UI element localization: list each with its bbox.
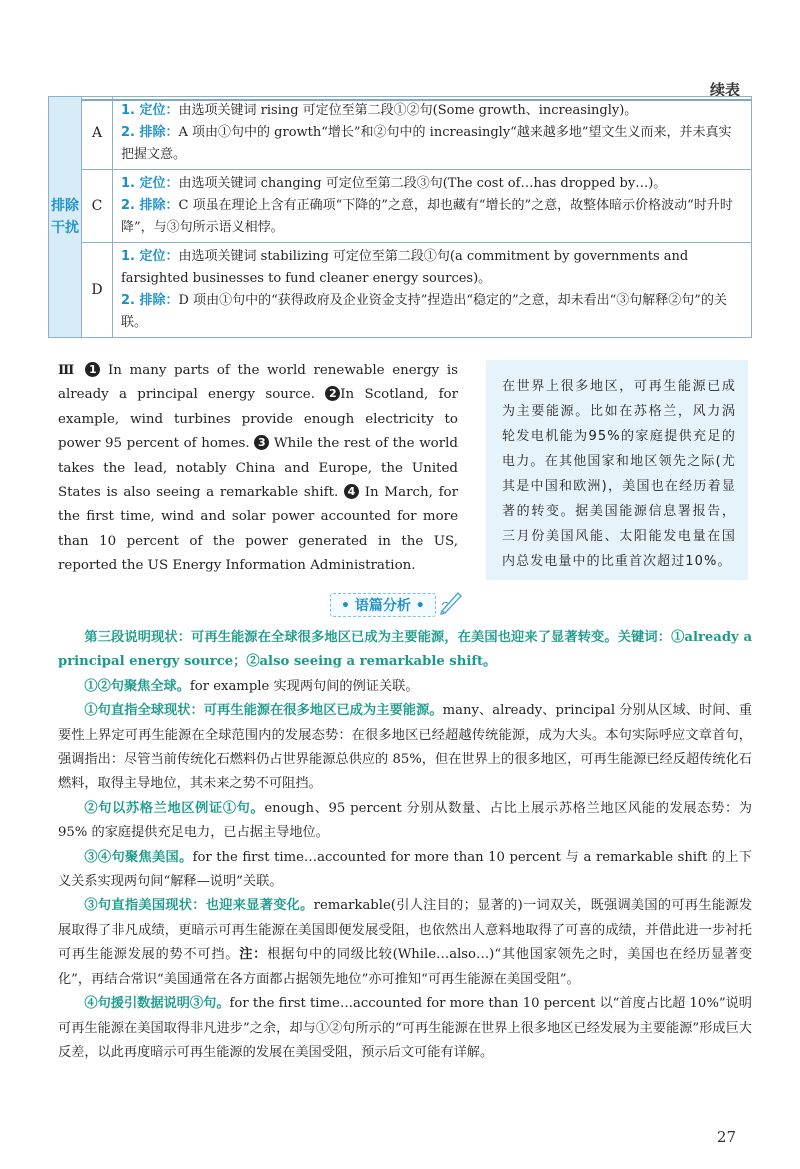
step-text: A 项由①句中的 growth“增长”和②句中的 increasingly“越来越多地”望文生义而来，并未真实把握文意。 [121, 125, 732, 162]
step-label: 2. 排除： [121, 125, 179, 140]
step-text: 由选项关键词 stabilizing 可定位至第二段①句(a commitment by governments and farsighted businesses to fund cleaner energy sources)。 [121, 249, 689, 286]
point-highlight: ②句以苏格兰地区例证①句。 [84, 800, 265, 816]
note-label: 注： [239, 947, 268, 963]
step-label: 1. 定位： [121, 249, 179, 264]
point-text: enough、95 percent 分别从数量、占比上展示苏格兰地区风能的发展态势：为 95% 的家庭提供充足电力，已占据主导地位。 [58, 800, 752, 841]
option-content [113, 97, 752, 170]
translation-box [486, 360, 748, 580]
point-highlight: ①②句聚焦全球。 [84, 678, 190, 694]
category-label: 排除干扰 [51, 198, 79, 236]
point-text: for the first time…accounted for more than 10 percent 与 a remarkable shift 的上下义关系实现两句间“解释—说明”关联。 [58, 849, 752, 890]
passage-paragraph [58, 358, 458, 579]
step-label: 2. 排除： [121, 198, 179, 213]
option-content [113, 170, 752, 243]
page-number: 27 [716, 1128, 736, 1146]
table-row-c [49, 170, 752, 243]
sentence-number-icon: 3 [254, 435, 269, 450]
point-text: for example 实现两句间的例证关联。 [189, 678, 419, 694]
point-text: for the first time…accounted for more than 10 percent 以“首度占比超 10%”说明可再生能源在美国取得非凡进步”之余，却与①②句所示的“可再生能源在世界上很多地区已经发展为主要能源”形成巨大反差，以此再度暗示可再生能源的发展在美国受阻，预示后文可能有详解。 [58, 996, 752, 1060]
sentence-1: In many parts of the world renewable energy is already a principal energy source. [58, 363, 458, 403]
sentence-2: In Scotland, for example, wind turbines provide enough electricity to power 95 percent of homes. [58, 387, 458, 452]
category-cell [49, 97, 82, 338]
continued-label: 续表 [709, 81, 740, 99]
analysis-paragraph [58, 846, 752, 895]
sentence-number-icon: 1 [85, 362, 100, 377]
point-highlight: ③④句聚焦美国。 [84, 849, 193, 865]
option-letter: D [82, 243, 113, 338]
option-letter: A [82, 97, 113, 170]
table-row-a [49, 97, 752, 170]
option-content [113, 243, 752, 338]
summary-highlight: 第三段说明现状：可再生能源在全球很多地区已成为主要能源，在美国也迎来了显著转变。关键词：①already a principal energy source；②also seeing a remarkable shift。 [58, 630, 752, 670]
point-text: many、already、principal 分别从区域、时间、重要性上界定可再生能源在全球范围内的发展态势：在很多地区已经超越传统能源，成为大头。本句实际呼应文章首句，强调指出：尽管当前传统化石燃料仍占世界能源总供应的 85%，但在世界上的很多地区，可再生能源已经反超传统化石燃料，取得主导地位，其未来之势不可阻挡。 [58, 703, 753, 792]
analysis-section [58, 626, 752, 1065]
point-highlight: ④句援引数据说明③句。 [84, 996, 230, 1012]
step-label: 1. 定位： [121, 103, 179, 118]
options-table [48, 96, 752, 338]
analysis-paragraph [58, 626, 752, 675]
sentence-3: While the rest of the world takes the lead, notably China and Europe, the United States is also seeing a remarkable shift. [58, 436, 458, 501]
option-letter: C [82, 170, 113, 243]
sentence-number-icon: 2 [325, 386, 340, 401]
sentence-4: In March, for the first time, wind and solar power accounted for more than 10 percent of the power generated in the US, reported the US Energy Information Administration. [58, 485, 458, 574]
analysis-paragraph [58, 894, 752, 992]
step-text: C 项虽在理论上含有正确项“下降的”之意，却也藏有“增长的”之意，故整体暗示价格波动“时升时降”，与③句所示语义相悖。 [121, 198, 733, 235]
note-text: 根据句中的同级比较(While…also…)“其他国家领先之时，美国也在经历显著变化”，再结合常识“美国通常在各方面都占据领先地位”亦可推知“可再生能源在美国受阻”。 [58, 947, 753, 987]
step-text: 由选项关键词 changing 可定位至第二段③句(The cost of…has dropped by…)。 [178, 176, 667, 191]
pen-icon [438, 589, 464, 615]
table-row-d [49, 243, 752, 338]
analysis-paragraph [58, 675, 752, 699]
step-text: 由选项关键词 rising 可定位至第二段①②句(Some growth、increasingly)。 [178, 103, 638, 118]
step-label: 1. 定位： [121, 176, 179, 191]
point-highlight: ①句直指全球现状：可再生能源在很多地区已成为主要能源。 [84, 703, 443, 719]
point-highlight: ③句直指美国现状：也迎来显著变化。 [84, 898, 314, 914]
analysis-title: • 语篇分析 • [330, 593, 436, 617]
analysis-paragraph [58, 992, 752, 1065]
paragraph-number: Ⅲ [58, 362, 78, 378]
analysis-paragraph [58, 699, 752, 797]
step-label: 2. 排除： [121, 293, 179, 308]
analysis-paragraph [58, 797, 752, 846]
translation-text: 在世界上很多地区，可再生能源已成为主要能源。比如在苏格兰，风力涡轮发电机能为95%的家庭提供充足的电力。在其他国家和地区领先之际(尤其是中国和欧洲)，美国也在经历着显著的转变。据美国能源信息署报告，三月份美国风能、太阳能发电量在国内总发电量中的比重首次超过10%。 [502, 379, 736, 569]
sentence-number-icon: 4 [344, 484, 359, 499]
point-text: remarkable(引人注目的；显著的)一词双关，既强调美国的可再生能源发展取得了非凡成绩，更暗示可再生能源在美国即便发展受阻，也依然出人意料地取得了可喜的成绩，并借此进一步衬托可再生能源发展的势不可挡。 [58, 898, 753, 963]
step-text: D 项由①句中的“获得政府及企业资金支持”捏造出“稳定的”之意，却未看出“③句解释②句”的关联。 [121, 293, 727, 330]
